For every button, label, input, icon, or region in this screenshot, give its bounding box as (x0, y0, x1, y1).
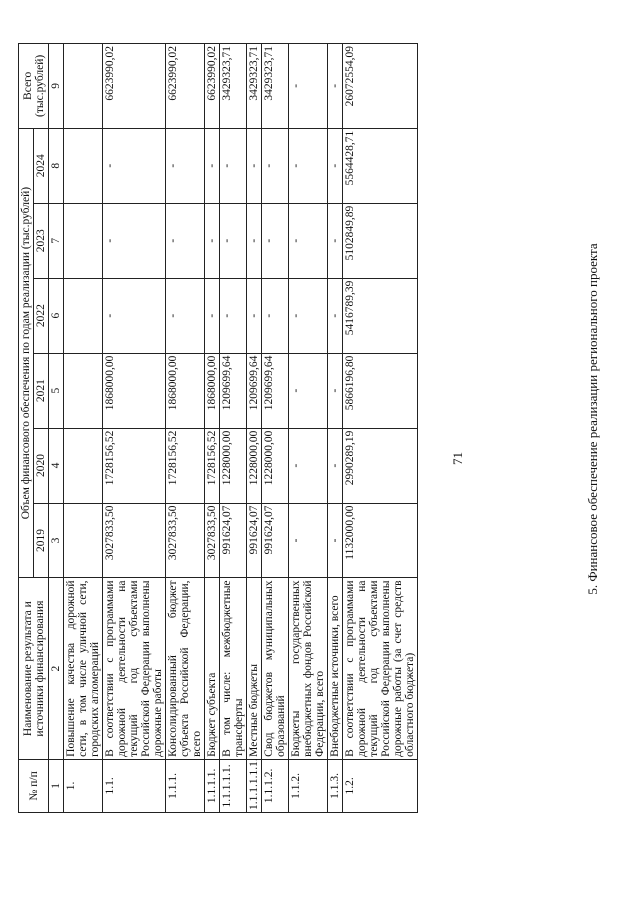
row-year-value (64, 428, 103, 503)
column-index: 3 (49, 503, 64, 578)
table-row (205, 44, 220, 813)
table-row (343, 44, 418, 813)
row-year-value: 991624,07 (247, 503, 262, 578)
row-name: Местные бюджеты (247, 578, 262, 759)
row-year-value: - (289, 503, 328, 578)
header-year: 2019 (34, 503, 49, 578)
table-row (220, 44, 247, 813)
row-year-value: - (247, 278, 262, 353)
row-year-value: 1228000,00 (262, 428, 289, 503)
row-year-value: - (289, 353, 328, 428)
row-total: - (289, 44, 328, 129)
row-year-value: 1209699,64 (247, 353, 262, 428)
row-year-value: 1209699,64 (262, 353, 289, 428)
column-index: 5 (49, 353, 64, 428)
header-year: 2024 (34, 128, 49, 203)
row-name: Консолидированный бюджет субъекта Российской Федерации, всего (166, 578, 205, 759)
row-number: 1.1.1.1.1. (220, 759, 247, 812)
row-year-value: 3027833,50 (166, 503, 205, 578)
row-number: 1. (64, 759, 103, 812)
header-num: № п/п (19, 759, 49, 812)
row-year-value: 1868000,00 (166, 353, 205, 428)
header-year: 2020 (34, 428, 49, 503)
row-year-value: - (103, 278, 166, 353)
row-number: 1.1. (103, 759, 166, 812)
row-name: Бюджет субъекта (205, 578, 220, 759)
row-total: 3429323,71 (247, 44, 262, 129)
row-name: Свод бюджетов муниципальных образований (262, 578, 289, 759)
row-year-value: - (328, 353, 343, 428)
row-year-value: 5102849,89 (343, 203, 418, 278)
header-year: 2021 (34, 353, 49, 428)
row-name: В соответствии с программами дорожной деятельности на текущий год субъектами Российской Федерации выполнены дорожные работы (за счет средств областного бюджета) (343, 578, 418, 759)
row-year-value: - (166, 128, 205, 203)
row-year-value: - (328, 503, 343, 578)
column-index: 1 (49, 759, 64, 812)
row-year-value: 3027833,50 (103, 503, 166, 578)
row-year-value: - (247, 128, 262, 203)
row-year-value (64, 353, 103, 428)
row-name: Внебюджетные источники, всего (328, 578, 343, 759)
table-body (64, 44, 418, 813)
row-year-value: - (166, 278, 205, 353)
table-row (262, 44, 289, 813)
row-year-value: 1728156,52 (166, 428, 205, 503)
column-index: 7 (49, 203, 64, 278)
row-year-value: - (205, 278, 220, 353)
header-year: 2023 (34, 203, 49, 278)
row-year-value: - (262, 278, 289, 353)
row-year-value: 1228000,00 (220, 428, 247, 503)
row-year-value: 1228000,00 (247, 428, 262, 503)
row-year-value: - (328, 278, 343, 353)
row-year-value: 991624,07 (262, 503, 289, 578)
row-year-value: - (289, 428, 328, 503)
row-year-value: 1868000,00 (205, 353, 220, 428)
row-year-value: - (289, 278, 328, 353)
header-year: 2022 (34, 278, 49, 353)
row-year-value: - (103, 128, 166, 203)
row-year-value: - (220, 278, 247, 353)
row-year-value: - (205, 128, 220, 203)
table-row (166, 44, 205, 813)
row-year-value: 1868000,00 (103, 353, 166, 428)
table-row (289, 44, 328, 813)
column-index: 2 (49, 578, 64, 759)
row-name: В том числе: межбюджетные трансферты (220, 578, 247, 759)
section-title: 5. Финансовое обеспечение реализации регионального проекта (585, 243, 600, 595)
row-year-value: 1132000,00 (343, 503, 418, 578)
header-total: Всего (тыс.рублей) (19, 44, 49, 129)
row-year-value: - (328, 428, 343, 503)
table-row (247, 44, 262, 813)
row-number: 1.1.3. (328, 759, 343, 812)
row-year-value: - (262, 203, 289, 278)
row-total: - (328, 44, 343, 129)
row-year-value: 3027833,50 (205, 503, 220, 578)
row-year-value (64, 128, 103, 203)
row-year-value: 5866196,80 (343, 353, 418, 428)
row-total (64, 44, 103, 129)
row-total: 6623990,02 (205, 44, 220, 129)
row-year-value: - (262, 128, 289, 203)
row-name: Повышение качества дорожной сети, в том числе уличной сети, городских агломераций (64, 578, 103, 759)
row-year-value: 1209699,64 (220, 353, 247, 428)
header-volume-group: Объем финансового обеспечения по годам реализации (тыс.рублей) (19, 128, 34, 578)
table-row (328, 44, 343, 813)
row-total: 6623990,02 (103, 44, 166, 129)
row-year-value: 1728156,52 (205, 428, 220, 503)
column-index-row (49, 44, 64, 813)
row-number: 1.1.1.2. (262, 759, 289, 812)
row-year-value: - (166, 203, 205, 278)
column-index: 9 (49, 44, 64, 129)
row-year-value: 2990289,19 (343, 428, 418, 503)
row-year-value: - (328, 128, 343, 203)
page-number: 71 (450, 452, 465, 465)
row-total: 3429323,71 (262, 44, 289, 129)
row-year-value (64, 203, 103, 278)
row-name: В соответствии с программами дорожной деятельности на текущий год субъектами Российской Федерации выполнены дорожные работы (103, 578, 166, 759)
row-number: 1.1.2. (289, 759, 328, 812)
row-year-value: - (220, 128, 247, 203)
financing-table-wrapper (18, 43, 418, 813)
table-header (19, 44, 64, 813)
financing-table (18, 43, 418, 813)
header-name: Наименование результата и источники финансирования (19, 578, 49, 759)
row-number: 1.1.1.1. (205, 759, 220, 812)
row-year-value: 5564428,71 (343, 128, 418, 203)
row-year-value (64, 278, 103, 353)
row-name: Бюджеты государственных внебюджетных фондов Российской Федерации, всего (289, 578, 328, 759)
column-index: 4 (49, 428, 64, 503)
table-row (64, 44, 103, 813)
row-number: 1.1.1. (166, 759, 205, 812)
row-total: 6623990,02 (166, 44, 205, 129)
row-total: 26072554,09 (343, 44, 418, 129)
row-year-value: - (289, 203, 328, 278)
row-year-value: - (205, 203, 220, 278)
row-year-value: - (103, 203, 166, 278)
row-year-value: 5416789,39 (343, 278, 418, 353)
row-year-value: 991624,07 (220, 503, 247, 578)
row-total: 3429323,71 (220, 44, 247, 129)
table-row (103, 44, 166, 813)
row-year-value: 1728156,52 (103, 428, 166, 503)
row-year-value: - (220, 203, 247, 278)
row-year-value (64, 503, 103, 578)
row-year-value: - (289, 128, 328, 203)
column-index: 6 (49, 278, 64, 353)
row-year-value: - (247, 203, 262, 278)
row-year-value: - (328, 203, 343, 278)
row-number: 1.2. (343, 759, 418, 812)
column-index: 8 (49, 128, 64, 203)
row-number: 1.1.1.1.1.1. (247, 759, 262, 812)
